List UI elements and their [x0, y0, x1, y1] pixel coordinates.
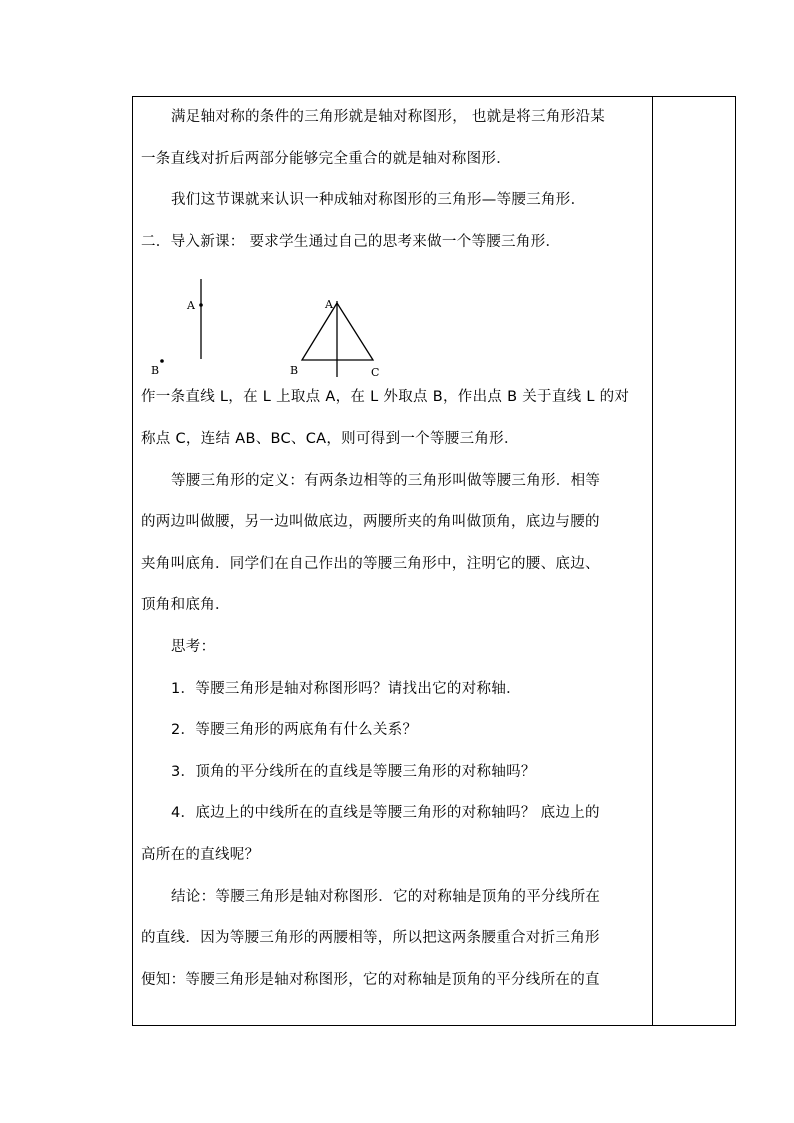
text-line: 一条直线对折后两部分能够完全重合的就是轴对称图形． — [141, 150, 511, 167]
conclusion-line: 便知：等腰三角形是轴对称图形，它的对称轴是顶角的平分线所在的直 — [141, 971, 600, 988]
construction-figure — [141, 263, 645, 377]
label-b-right: B — [290, 364, 299, 378]
point-a-left — [199, 304, 203, 308]
text-line: 等腰三角形的定义：有两条边相等的三角形叫做等腰三角形．相等 — [171, 472, 601, 489]
label-a-left: A — [187, 299, 196, 313]
text-line: 高所在的直线呢？ — [141, 846, 260, 863]
conclusion-line: 的直线．因为等腰三角形的两腰相等，所以把这两条腰重合对折三角形 — [141, 930, 600, 947]
text-line: 顶角和底角． — [141, 597, 230, 614]
column-divider — [652, 97, 653, 1025]
text-line: 作一条直线 L，在 L 上取点 A，在 L 外取点 B，作出点 B 关于直线 L 的对 — [141, 389, 630, 406]
text-line: 的两边叫做腰，另一边叫做底边，两腰所夹的角叫做顶角，底边与腰的 — [141, 514, 600, 531]
question-item: 2．等腰三角形的两底角有什么关系？ — [171, 722, 418, 739]
text-line: 我们这节课就来认识一种成轴对称图形的三角形—等腰三角形． — [171, 192, 586, 209]
question-item: 4．底边上的中线所在的直线是等腰三角形的对称轴吗？ 底边上的 — [171, 805, 600, 822]
text-line: 满足轴对称的条件的三角形就是轴对称图形， 也就是将三角形沿某 — [171, 109, 606, 125]
question-item: 3．顶角的平分线所在的直线是等腰三角形的对称轴吗？ — [171, 763, 536, 780]
label-b-left: B — [151, 364, 160, 378]
point-b-left — [160, 360, 164, 364]
section-heading: 二．导入新课： 要求学生通过自己的思考来做一个等腰三角形． — [141, 233, 561, 250]
lesson-table — [132, 96, 736, 1026]
conclusion-line: 结论：等腰三角形是轴对称图形．它的对称轴是顶角的平分线所在 — [171, 888, 601, 905]
label-a-right: A — [325, 298, 334, 312]
text-line: 夹角叫底角．同学们在自己作出的等腰三角形中，注明它的腰、底边、 — [141, 555, 600, 572]
lesson-content — [141, 97, 645, 1001]
label-c-right: C — [371, 366, 380, 378]
think-heading: 思考： — [171, 638, 216, 655]
question-item: 1．等腰三角形是轴对称图形吗？请找出它的对称轴． — [171, 680, 521, 697]
construction-diagram — [141, 263, 645, 377]
text-line: 称点 C，连结 AB、BC、CA，则可得到一个等腰三角形． — [141, 430, 519, 447]
